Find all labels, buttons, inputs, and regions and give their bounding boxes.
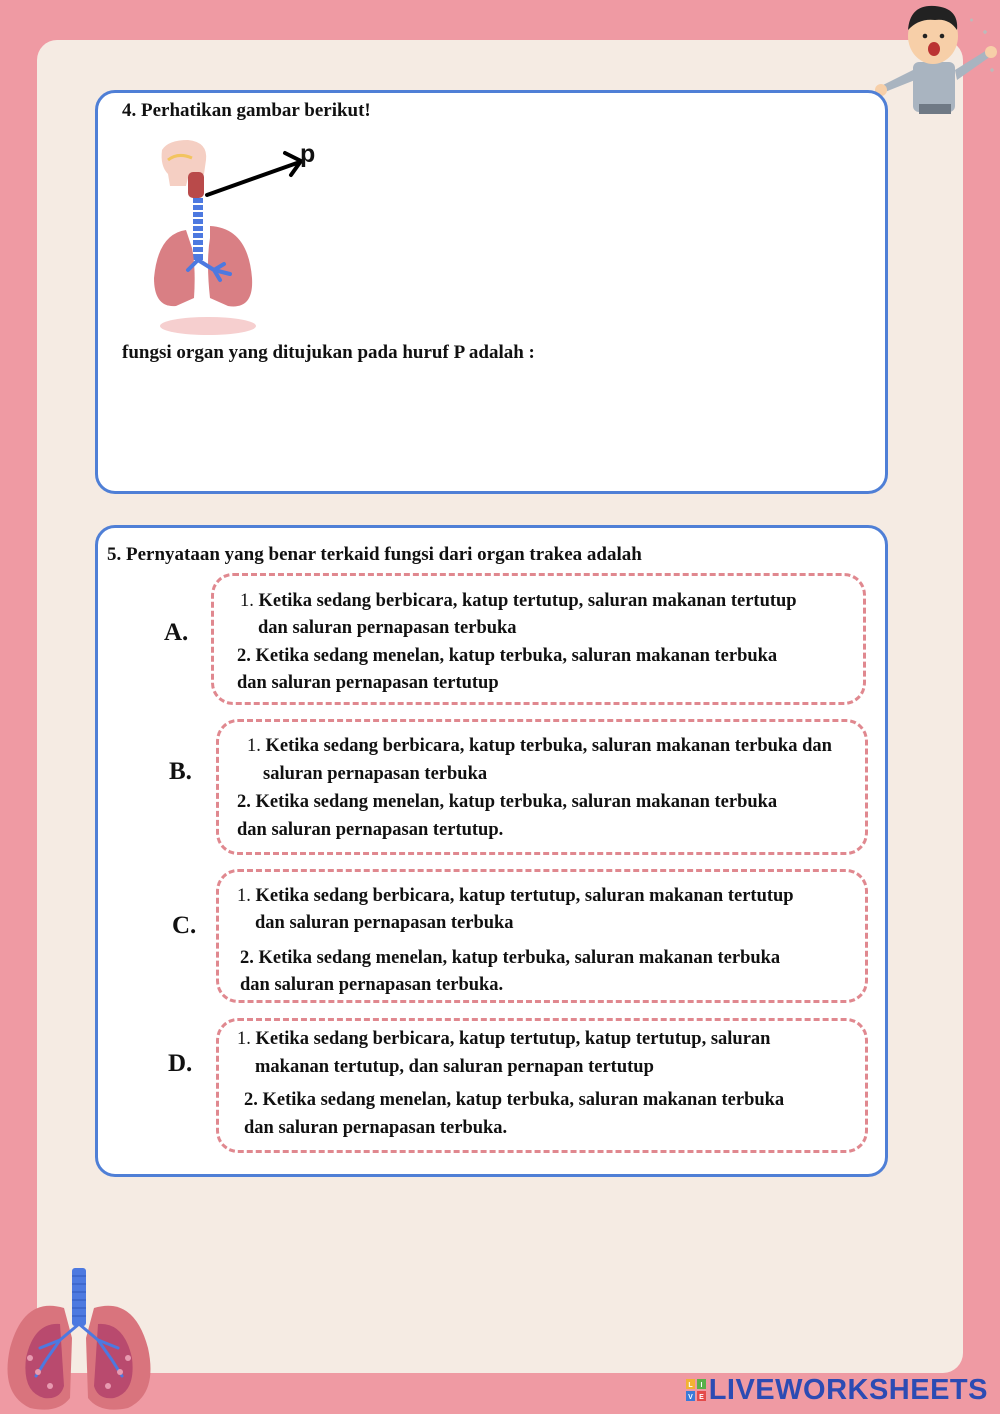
option-b-box[interactable] [216,719,868,855]
option-c-statement-1: 1. Ketika sedang berbicara, katup tertutup, saluran makanan tertutup [237,886,794,906]
option-c-statement-2: 2. Ketika sedang menelan, katup terbuka, saluran makanan terbuka [240,948,781,968]
question-4-card [95,90,888,494]
liveworksheets-logo-text: LIVEWORKSHEETS [708,1373,988,1406]
option-d-box[interactable] [216,1018,868,1153]
option-c-box[interactable] [216,869,868,1003]
liveworksheets-logo-icon [686,1379,706,1401]
option-b-statement-2-cont: dan saluran pernapasan tertutup. [237,820,504,840]
svg-text:V: V [687,1394,693,1401]
label-p: p [300,140,316,168]
option-a-statement-1: 1. Ketika sedang berbicara, katup tertutup, saluran makanan tertutup [240,591,797,611]
option-a-statement-2: 2. Ketika sedang menelan, katup terbuka, saluran makanan terbuka [237,646,778,666]
pointer-arrow [203,143,313,203]
option-d-statement-1-cont: makanan tertutup, dan saluran pernapan tertutup [255,1057,654,1077]
svg-text:E: E [698,1394,704,1401]
option-c-statement-2-cont: dan saluran pernapasan terbuka. [240,975,504,995]
question-4-prompt: fungsi organ yang ditujukan pada huruf P adalah : [122,342,535,363]
option-d-statement-1: 1. Ketika sedang berbicara, katup tertutup, katup tertutup, saluran [237,1029,771,1049]
question-5-card [95,525,888,1177]
option-d-statement-2-cont: dan saluran pernapasan terbuka. [244,1118,508,1138]
option-a-statement-2-cont: dan saluran pernapasan tertutup [237,673,499,693]
option-b-statement-1-cont: saluran pernapasan terbuka [263,764,488,784]
option-d-letter: D. [168,1050,193,1077]
shouting-boy-illustration [875,0,1000,118]
question-4-title: 4. Perhatikan gambar berikut! [122,100,371,121]
trachea [193,198,203,260]
option-c-letter: C. [172,912,197,939]
option-c-statement-1-cont: dan saluran pernapasan terbuka [255,913,514,933]
liveworksheets-logo[interactable] [686,1374,988,1406]
option-b-statement-1: 1. Ketika sedang berbicara, katup terbuka, saluran makanan terbuka dan [247,736,832,756]
svg-text:I: I [700,1382,703,1389]
option-a-box[interactable] [211,573,866,705]
option-a-statement-1-cont: dan saluran pernapasan terbuka [258,618,517,638]
question-5-title: 5. Pernyataan yang benar terkaid fungsi dari organ trakea adalah [107,544,642,565]
svg-text:L: L [688,1382,693,1389]
option-a-letter: A. [164,619,189,646]
option-b-statement-2: 2. Ketika sedang menelan, katup terbuka, saluran makanan terbuka [237,792,778,812]
option-b-letter: B. [169,758,192,785]
option-d-statement-2: 2. Ketika sedang menelan, katup terbuka, saluran makanan terbuka [244,1090,785,1110]
lungs-illustration [0,1268,160,1414]
